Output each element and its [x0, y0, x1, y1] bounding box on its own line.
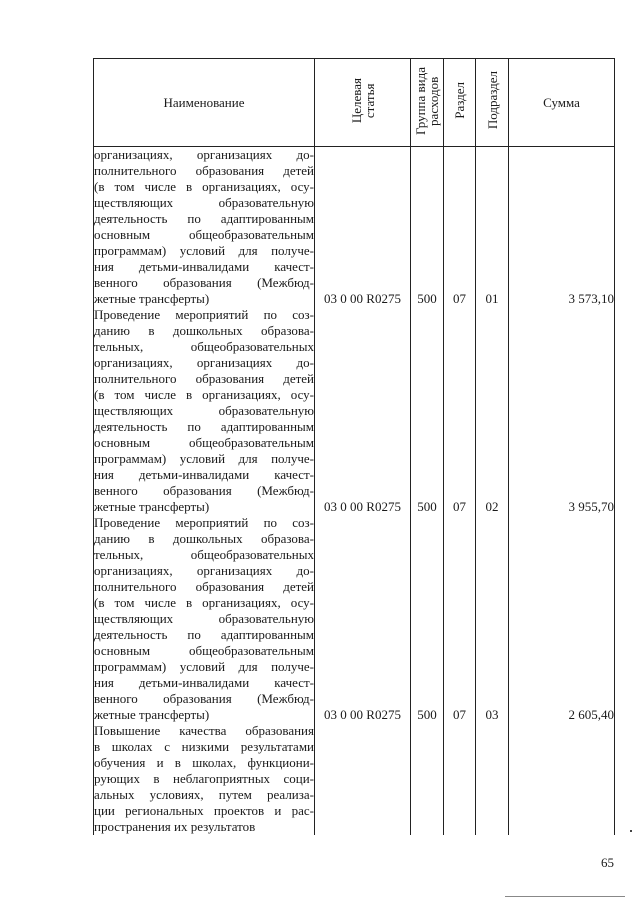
table-header-row	[94, 59, 615, 147]
name-text-line: полнительного образования детей	[94, 579, 314, 594]
row-subsection: 03	[476, 515, 509, 723]
scan-edge-line	[505, 896, 625, 897]
name-text-line: Повышение качества образования	[94, 723, 314, 738]
name-text-line: организациях, организациях до-	[94, 147, 314, 162]
name-text-line: Проведение мероприятий по соз-	[94, 307, 314, 322]
name-text-line: программам) условий для получе-	[94, 243, 314, 258]
name-text-line: жетные трансферты)	[94, 499, 210, 514]
name-text-line: (в том числе в организациях, осу-	[94, 595, 314, 610]
name-text-line: венного образования (Межбюд-	[94, 691, 314, 706]
name-text-line: организациях, организациях до-	[94, 563, 314, 578]
name-text-line: деятельность по адаптированным	[94, 211, 314, 226]
name-text-line: организациях, организациях до-	[94, 355, 314, 370]
name-text-line: Проведение мероприятий по соз-	[94, 515, 314, 530]
row-section: 07	[444, 147, 476, 308]
row-subsection: 01	[476, 147, 509, 308]
name-text-line: деятельность по адаптированным	[94, 627, 314, 642]
name-text-line: обучения и в школах, функциони-	[94, 755, 314, 770]
row-target-article	[315, 723, 411, 835]
name-text-line: основным общеобразовательным	[94, 643, 314, 658]
name-text-line: тельных, общеобразовательных	[94, 339, 314, 354]
row-expense-group	[411, 723, 444, 835]
row-section: 07	[444, 307, 476, 515]
row-name-cell	[94, 723, 315, 835]
name-text-line: ции региональных проектов и рас-	[94, 803, 314, 818]
name-text-line: венного образования (Межбюд-	[94, 483, 314, 498]
table-row	[94, 515, 615, 723]
name-text-line: ния детьми-инвалидами качест-	[94, 467, 314, 482]
row-subsection	[476, 723, 509, 835]
row-sum: 2 605,40	[509, 515, 615, 723]
name-text-line: основным общеобразовательным	[94, 227, 314, 242]
name-text-line: жетные трансферты)	[94, 707, 210, 722]
name-text-line: данию в дошкольных образова-	[94, 323, 314, 338]
page-number: 65	[601, 855, 614, 870]
row-expense-group: 500	[411, 515, 444, 723]
name-text-line: (в том числе в организациях, осу-	[94, 179, 314, 194]
name-text-line: полнительного образования детей	[94, 163, 314, 178]
scan-mark	[630, 830, 632, 832]
row-target-article: 03 0 00 R0275	[315, 515, 411, 723]
row-target-article: 03 0 00 R0275	[315, 147, 411, 308]
row-subsection: 02	[476, 307, 509, 515]
header-target-article: Целевая статья	[315, 59, 411, 147]
name-text-line: венного образования (Межбюд-	[94, 275, 314, 290]
name-text-line: ществляющих образовательную	[94, 611, 314, 626]
name-text-line: ществляющих образовательную	[94, 403, 314, 418]
row-expense-group: 500	[411, 147, 444, 308]
row-sum: 3 573,10	[509, 147, 615, 308]
name-text-line: альных условиях, путем реализа-	[94, 787, 314, 802]
name-text-line: тельных, общеобразовательных	[94, 547, 314, 562]
name-text-line: ния детьми-инвалидами качест-	[94, 259, 314, 274]
header-section: Раздел	[444, 59, 476, 147]
name-text-line: основным общеобразовательным	[94, 435, 314, 450]
row-section	[444, 723, 476, 835]
row-name-cell	[94, 147, 315, 308]
name-text-line: пространения их результатов	[94, 819, 256, 834]
row-target-article: 03 0 00 R0275	[315, 307, 411, 515]
table-row	[94, 307, 615, 515]
table-row	[94, 147, 615, 308]
name-text-line: (в том числе в организациях, осу-	[94, 387, 314, 402]
name-text-line: данию в дошкольных образова-	[94, 531, 314, 546]
header-name: Наименование	[94, 59, 315, 147]
name-text-line: программам) условий для получе-	[94, 659, 314, 674]
name-text-line: деятельность по адаптированным	[94, 419, 314, 434]
name-text-line: полнительного образования детей	[94, 371, 314, 386]
header-sum: Сумма	[509, 59, 615, 147]
name-text-line: в школах с низкими результатами	[94, 739, 314, 754]
name-text-line: ществляющих образовательную	[94, 195, 314, 210]
name-text-line: программам) условий для получе-	[94, 451, 314, 466]
row-name-cell	[94, 307, 315, 515]
row-expense-group: 500	[411, 307, 444, 515]
row-name-cell	[94, 515, 315, 723]
header-subsection: Подраздел	[476, 59, 509, 147]
table-row	[94, 723, 615, 835]
row-sum	[509, 723, 615, 835]
row-section: 07	[444, 515, 476, 723]
header-expense-group: Группа вида расходов	[411, 59, 444, 147]
name-text-line: ния детьми-инвалидами качест-	[94, 675, 314, 690]
row-sum: 3 955,70	[509, 307, 615, 515]
name-text-line: рующих в неблагоприятных соци-	[94, 771, 314, 786]
budget-table	[93, 58, 615, 835]
name-text-line: жетные трансферты)	[94, 291, 210, 306]
